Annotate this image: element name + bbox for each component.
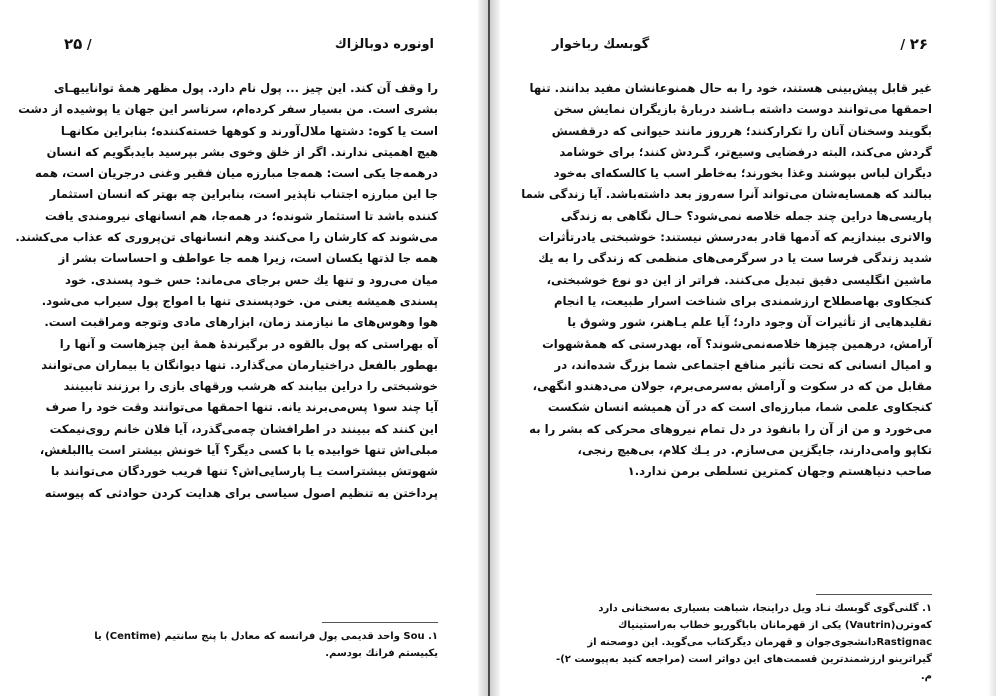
text-line: گردش می‌کند، البته درفضایی وسیع‌تر، گـردش کنند؛ برای خوشامد xyxy=(559,144,932,159)
page-number: ۲۶ xyxy=(909,35,928,53)
footnote-line: و ارزشمندترین قسمت‌های این دواثر است (مراجعه کنید به‌پیوست ۲)-م. xyxy=(556,654,932,682)
text-line: آرامش، درهمین چیزها خلاصه‌نمی‌شوند؟ آه، بهدرستی که همهٔ‌شهوات xyxy=(542,336,932,351)
text-line: کنجکاوی علمی شما، مبارزه‌ای است که در آن همیشه انسان شکست xyxy=(547,400,932,415)
text-line: ماشین انگلیسی دقیق تبدیل می‌کنند. فراتر از این دو نوع خوشبختی، xyxy=(546,272,932,287)
footnote-rule xyxy=(816,594,932,595)
text-line: دیگران لباس بپوشند وغذا بخورند؛ به‌خاطر اسب یا کالسکه‌ای به‌خود xyxy=(553,166,932,181)
text-line: درهمه‌جا یکی است: همه‌جا مبارزه میان فقیر وغنی درجریان است، همه xyxy=(35,166,438,181)
running-title: گوبسك رباخوار xyxy=(552,36,650,52)
text-line: را وقف آن کند. این چیز ... پول نام دارد. پول مظهر همهٔ تواناییهـای xyxy=(53,81,438,95)
footnote xyxy=(552,600,932,685)
footnote-line: دانشجوی‌جوان و قهرمان دیگرکتاب می‌گوید. این دوصحنه از گیراترین xyxy=(587,637,932,665)
text-line: پسندی همیشه یعنی من. خودپسندی تنها با امواج پول سیراب می‌شود. xyxy=(41,293,438,308)
text-line: صاحب دنیاهستم وجهان کمترین تسلطی برمن ندارد.۱ xyxy=(627,464,932,479)
text-line: ببالند که همسایه‌شان می‌تواند آنرا سه‌روز بعد داشته‌باشد. آیا زندگی شما xyxy=(521,187,932,202)
footnote-line: ۱. گلنی‌گوی گوبسك نـاد ویل دراینجا، شباهت بسیاری به‌سخنانی دارد که‌وترن xyxy=(598,603,932,631)
text-line: خوشبختی را دراین بیابند که هرشب ورقهای بازی را برزنند تاببینند xyxy=(63,379,438,394)
page-number: ۲۵ xyxy=(64,35,83,53)
header-separator: / xyxy=(900,38,906,53)
text-line: بشری است. من بسیار سفر کرده‌ام، سرتاسر این جهان یا پوشیده از دشت xyxy=(18,102,438,117)
page-edge xyxy=(988,0,996,696)
text-line: آه بهراستی که پول بالقوه در برگیرندهٔ همهٔ این چیزهاست و آنها را xyxy=(59,336,438,351)
body-text xyxy=(15,78,438,504)
footnote-line: Sou .۱ واحد قدیمی پول فرانسه که معادل با پنج سانتیم (Centime) یا یك xyxy=(94,631,438,659)
page-number-group xyxy=(900,35,928,53)
text-line: می‌خورد و من از آن را بانفوذ در دل تمام نیروهای محرکی که بشر را به xyxy=(529,421,932,436)
running-title: اونوره دوبالزاك xyxy=(334,36,434,52)
text-line: آیا چند سو۱ پس‌می‌برند یانه. تنها احمقها می‌توانند وقت خود را صرف xyxy=(45,400,438,415)
header-separator: / xyxy=(86,38,92,53)
text-line: هوا وهوس‌های ما نیازمند زمان، ابزارهای مادی وتوجه ومراقبت است. xyxy=(44,315,438,330)
text-line: پرداختن به تنظیم اصول سیاسی برای هدایت کردن حوادثی که پیوسته xyxy=(44,485,438,500)
text-line: و امیال انسانی که تحت تأثیر منافع اجتماعی شما بزرگ شده‌اند، در xyxy=(554,357,932,372)
left-page xyxy=(0,0,478,696)
text-line: تکاپو وامی‌دارند، جایگزین می‌سازم. در یـك کلام، بی‌هیچ رنجی، xyxy=(577,443,932,458)
footnote-line: (Vautrin) یکی از قهرمانان باباگوریو خطاب به‌راستینیاك Rastignac xyxy=(618,620,932,648)
text-line: شهوتش بیشتراست یـا پارسایی‌اش؟ تنها فریب خوردگان می‌توانند با xyxy=(50,464,438,479)
body-text xyxy=(521,78,932,483)
page-number-group xyxy=(64,35,92,53)
footnote xyxy=(66,628,438,662)
book-gutter xyxy=(478,0,500,696)
footnote-rule xyxy=(322,622,438,623)
text-line: مبلی‌اش تنها خوابیده یا با کسی دیگر؟ آیا خونش بیشتر است یاالبلغش، xyxy=(39,443,438,458)
text-line: است یا کوه: دشتها ملال‌آورند و کوهها خسته‌کننده؛ بنابراین مکانهـا xyxy=(60,123,438,138)
text-line: کننده باشد تا استثمار شونده؛ در همه‌جا، هم انسانهای نیرومندی یافت xyxy=(45,208,438,223)
text-line: تقلیدهایی از تأثیرات آن وجود دارد؛ آیا علم یـاهنر، شور وشوق یا xyxy=(567,315,932,330)
text-line: بگویند وسخنان آنان را تکرارکنند؛ هرروز مانند حیوانی که درقفسش xyxy=(551,123,932,138)
text-line: مقابل من که در سکوت و آرامش به‌سرمی‌برم، جولان می‌دهندو انگهی، xyxy=(532,379,932,394)
text-line: پاریسی‌ها دراین چند جمله خلاصه نمی‌شود؟ حـال نگاهی به زندگی xyxy=(560,208,932,223)
page-header xyxy=(64,34,434,54)
text-line: احمقها می‌توانند دوست داشته بـاشند دربارهٔ بازیگران نمایش سخن xyxy=(553,102,932,117)
text-line: بهطور بالفعل دراختیارمان می‌گذارد. تنها دیوانگان یا بیماران می‌توانند xyxy=(41,357,438,372)
text-line: میان می‌رود و تنها یك حس برجای می‌ماند: حس خـود پسندی. خود xyxy=(65,272,438,287)
text-line: می‌شوند که کارشان را می‌کنند وهم انسانهای تن‌پروری که عذاب می‌کشند. xyxy=(15,230,438,245)
text-line: همه جا لذتها یکسان است، زیرا همه جا عواطف و احساسات بشر از xyxy=(58,251,438,266)
right-page xyxy=(500,0,996,696)
book-spine xyxy=(488,0,490,696)
text-line: جا این مبارزه اجتناب ناپذیر است، بنابراین چه بهتر که انسان استثمار xyxy=(49,187,438,202)
footnote-line: بیستم فرانك بودسم. xyxy=(325,648,429,659)
text-line: شدید زندگی فرسا ست یا در سرگرمی‌های منظمی که زندگی را به یك xyxy=(538,251,932,266)
text-line: والاتری بیندازیم که آدمها قادر به‌درسش نیستند: خوشبختی یادرتأثرات xyxy=(538,230,932,245)
text-line: کنجکاوی بهاصطلاح ارزشمندی برای شناخت اسرار طبیعت، یا انجام xyxy=(554,293,932,308)
text-line: هیچ اهمیتی ندارند. اگر از خلق وخوی بشر بپرسید بایدبگویم که انسان xyxy=(46,144,438,159)
page-header xyxy=(552,34,928,54)
text-line: این کنند که ببینند در اطرافشان چه‌می‌گذرد، آیا فلان خانم روی‌نیمکت xyxy=(49,421,438,436)
text-line: غیر قابل پیش‌بینی هستند، خود را به حال همنوعانشان مفید بدانند. تنها xyxy=(529,81,932,95)
